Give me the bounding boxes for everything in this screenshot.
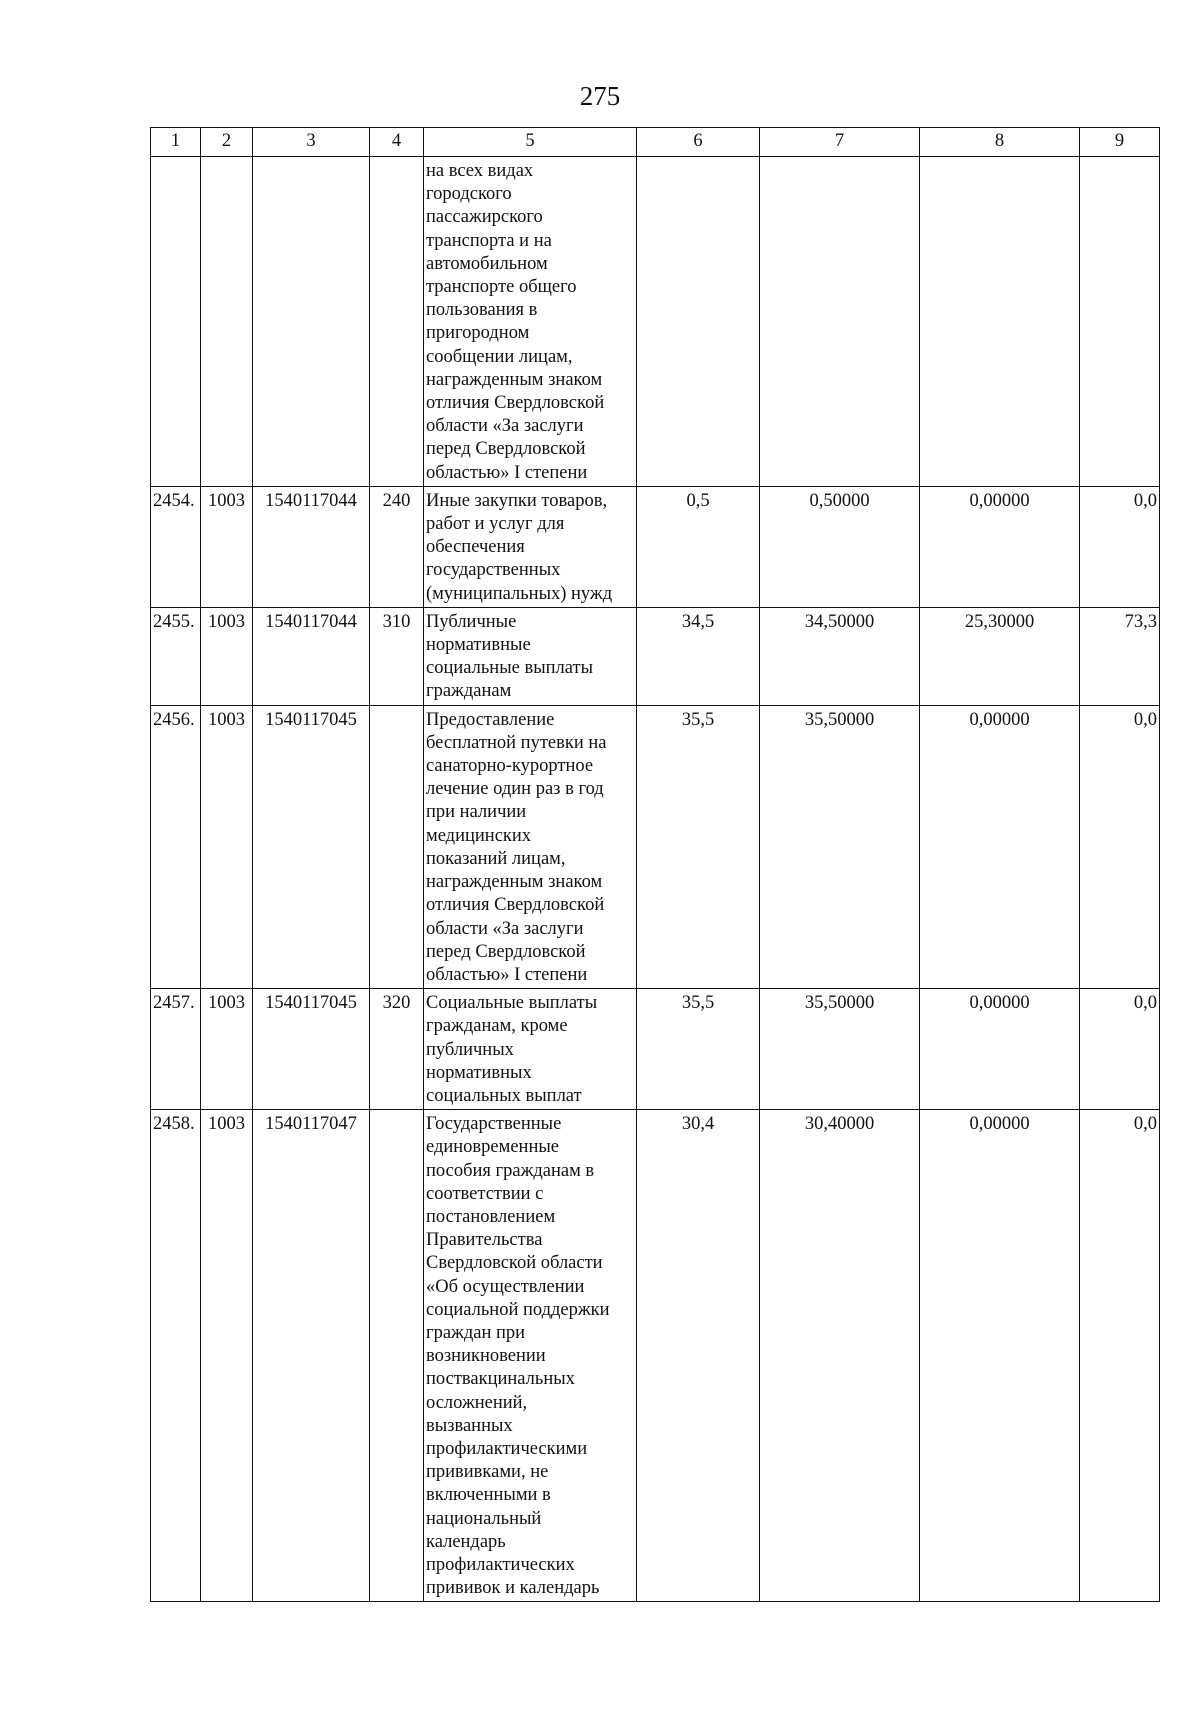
description-line: поствакцинальных bbox=[426, 1369, 575, 1390]
description bbox=[424, 1110, 637, 1602]
description-line: награжденным знаком bbox=[426, 872, 603, 893]
expense-kind-code bbox=[370, 157, 424, 487]
expense-kind-code bbox=[370, 1110, 424, 1602]
description-line: прививок и календарь bbox=[426, 1578, 600, 1599]
target-article-code: 1540117044 bbox=[253, 607, 370, 705]
description-line: пассажирского bbox=[426, 207, 543, 228]
description-line: осложнений, bbox=[426, 1392, 528, 1413]
description-line: прививками, не bbox=[426, 1462, 549, 1483]
description-line: на всех видах bbox=[426, 161, 534, 181]
target-article-code: 1540117045 bbox=[253, 705, 370, 988]
description-line: отличия Свердловской bbox=[426, 393, 605, 414]
target-article-code: 1540117047 bbox=[253, 1110, 370, 1602]
description bbox=[424, 157, 637, 487]
row-number: 2456. bbox=[151, 705, 201, 988]
row-number: 2458. bbox=[151, 1110, 201, 1602]
description-line: областью» I степени bbox=[426, 462, 588, 483]
row-number: 2455. bbox=[151, 607, 201, 705]
description-line: Публичные bbox=[426, 611, 517, 632]
description-line: постановлением bbox=[426, 1206, 556, 1227]
section-code: 1003 bbox=[201, 607, 253, 705]
table-row bbox=[151, 157, 1160, 487]
value-col-6: 35,5 bbox=[637, 705, 760, 988]
value-col-8: 0,00000 bbox=[920, 1110, 1080, 1602]
description-line: включенными в bbox=[426, 1485, 551, 1506]
row-number: 2457. bbox=[151, 989, 201, 1110]
description-line: пользования в bbox=[426, 300, 538, 321]
header-col-5: 5 bbox=[424, 128, 637, 157]
description-line: социальные выплаты bbox=[426, 658, 594, 679]
target-article-code bbox=[253, 157, 370, 487]
value-col-7 bbox=[760, 157, 920, 487]
header-col-9: 9 bbox=[1080, 128, 1160, 157]
value-col-8: 0,00000 bbox=[920, 486, 1080, 607]
description-line: транспорта и на bbox=[426, 230, 552, 251]
description bbox=[424, 607, 637, 705]
description-line: областью» I степени bbox=[426, 964, 588, 985]
value-col-8 bbox=[920, 157, 1080, 487]
description-line: гражданам bbox=[426, 681, 512, 702]
table-header bbox=[151, 128, 1160, 157]
description-line: области «За заслуги bbox=[426, 416, 584, 437]
value-col-6: 34,5 bbox=[637, 607, 760, 705]
description bbox=[424, 486, 637, 607]
description-line: санаторно-курортное bbox=[426, 756, 594, 777]
description-line: нормативных bbox=[426, 1062, 532, 1083]
description-line: обеспечения bbox=[426, 537, 525, 558]
header-col-6: 6 bbox=[637, 128, 760, 157]
description-line: профилактическими bbox=[426, 1438, 588, 1459]
description-line: профилактических bbox=[426, 1554, 575, 1575]
description-line: Иные закупки товаров, bbox=[426, 490, 608, 511]
target-article-code: 1540117045 bbox=[253, 989, 370, 1110]
table-row bbox=[151, 486, 1160, 607]
description-line: медицинских bbox=[426, 825, 532, 846]
table-row bbox=[151, 705, 1160, 988]
section-code: 1003 bbox=[201, 989, 253, 1110]
row-number bbox=[151, 157, 201, 487]
table-row bbox=[151, 989, 1160, 1110]
value-col-6: 30,4 bbox=[637, 1110, 760, 1602]
value-col-8: 25,30000 bbox=[920, 607, 1080, 705]
header-col-4: 4 bbox=[370, 128, 424, 157]
header-row bbox=[151, 128, 1160, 157]
expense-kind-code: 240 bbox=[370, 486, 424, 607]
description-line: единовременные bbox=[426, 1137, 559, 1158]
description-line: государственных bbox=[426, 560, 561, 581]
value-col-9: 0,0 bbox=[1080, 705, 1160, 988]
description-line: «Об осуществлении bbox=[426, 1276, 585, 1297]
budget-table bbox=[150, 127, 1160, 1602]
description-line: граждан при bbox=[426, 1322, 526, 1343]
description-line: при наличии bbox=[426, 802, 527, 823]
description-line: публичных bbox=[426, 1039, 514, 1060]
description-line: Правительства bbox=[426, 1230, 543, 1251]
description-line: лечение один раз в год bbox=[426, 779, 604, 800]
value-col-7: 35,50000 bbox=[760, 989, 920, 1110]
section-code: 1003 bbox=[201, 1110, 253, 1602]
value-col-7: 35,50000 bbox=[760, 705, 920, 988]
description-line: (муниципальных) нужд bbox=[426, 583, 613, 604]
section-code bbox=[201, 157, 253, 487]
description-line: перед Свердловской bbox=[426, 941, 586, 962]
description-line: календарь bbox=[426, 1531, 506, 1552]
value-col-8: 0,00000 bbox=[920, 989, 1080, 1110]
description-line: социальных выплат bbox=[426, 1085, 582, 1106]
description-line: гражданам, кроме bbox=[426, 1016, 568, 1037]
table-body bbox=[151, 157, 1160, 1602]
description-line: транспорте общего bbox=[426, 277, 577, 298]
table-row bbox=[151, 1110, 1160, 1602]
value-col-7: 34,50000 bbox=[760, 607, 920, 705]
description-line: городского bbox=[426, 184, 512, 205]
description-line: Предоставление bbox=[426, 709, 555, 730]
description-line: социальной поддержки bbox=[426, 1299, 610, 1320]
description-line: автомобильном bbox=[426, 253, 548, 274]
value-col-6: 0,5 bbox=[637, 486, 760, 607]
description-line: показаний лицам, bbox=[426, 848, 566, 869]
value-col-7: 30,40000 bbox=[760, 1110, 920, 1602]
table-row bbox=[151, 607, 1160, 705]
description-line: Свердловской области bbox=[426, 1253, 603, 1274]
description-line: области «За заслуги bbox=[426, 918, 584, 939]
description bbox=[424, 705, 637, 988]
expense-kind-code bbox=[370, 705, 424, 988]
value-col-9: 73,3 bbox=[1080, 607, 1160, 705]
description-line: соответствии с bbox=[426, 1183, 544, 1204]
header-col-1: 1 bbox=[151, 128, 201, 157]
description-line: нормативные bbox=[426, 635, 531, 656]
expense-kind-code: 320 bbox=[370, 989, 424, 1110]
row-number: 2454. bbox=[151, 486, 201, 607]
value-col-7: 0,50000 bbox=[760, 486, 920, 607]
description bbox=[424, 989, 637, 1110]
description-line: пригородном bbox=[426, 323, 530, 344]
description-line: возникновении bbox=[426, 1346, 546, 1367]
target-article-code: 1540117044 bbox=[253, 486, 370, 607]
description-line: отличия Свердловской bbox=[426, 895, 605, 916]
value-col-9: 0,0 bbox=[1080, 989, 1160, 1110]
page-number: 275 bbox=[579, 81, 621, 111]
value-col-9 bbox=[1080, 157, 1160, 487]
value-col-6: 35,5 bbox=[637, 989, 760, 1110]
value-col-9: 0,0 bbox=[1080, 486, 1160, 607]
description-line: Государственные bbox=[426, 1114, 562, 1135]
description-line: пособия гражданам в bbox=[426, 1160, 595, 1181]
description-line: работ и услуг для bbox=[426, 514, 565, 535]
expense-kind-code: 310 bbox=[370, 607, 424, 705]
header-col-3: 3 bbox=[253, 128, 370, 157]
description-line: национальный bbox=[426, 1508, 542, 1529]
description-line: награжденным знаком bbox=[426, 369, 603, 390]
header-col-7: 7 bbox=[760, 128, 920, 157]
description-line: перед Свердловской bbox=[426, 439, 586, 460]
description-line: вызванных bbox=[426, 1415, 513, 1436]
header-col-2: 2 bbox=[201, 128, 253, 157]
header-col-8: 8 bbox=[920, 128, 1080, 157]
section-code: 1003 bbox=[201, 486, 253, 607]
description-line: бесплатной путевки на bbox=[426, 732, 607, 753]
value-col-8: 0,00000 bbox=[920, 705, 1080, 988]
description-line: сообщении лицам, bbox=[426, 346, 573, 367]
value-col-9: 0,0 bbox=[1080, 1110, 1160, 1602]
description-line: Социальные выплаты bbox=[426, 993, 598, 1014]
value-col-6 bbox=[637, 157, 760, 487]
section-code: 1003 bbox=[201, 705, 253, 988]
